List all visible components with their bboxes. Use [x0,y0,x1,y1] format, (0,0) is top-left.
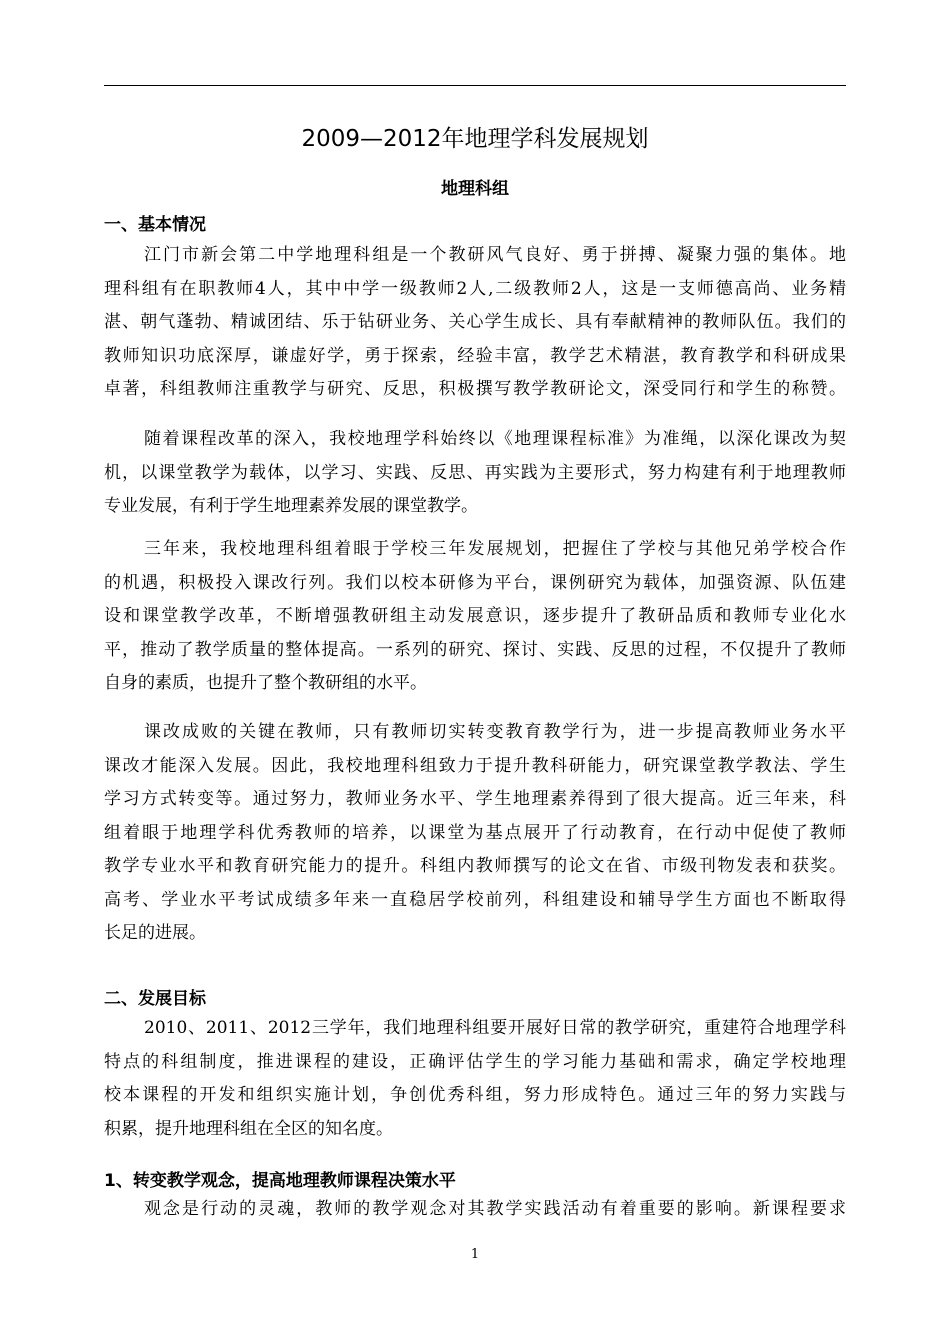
paragraph-line: 课改成败的关键在教师，只有教师切实转变教育教学行为，进一步提高教师业务水平 [144,722,846,742]
paragraph-line: 理科组有在职教师4人，其中中学一级教师2人,二级教师2人，这是一支师德高尚、业务精 [104,278,846,299]
paragraph-line: 卓著，科组教师注重教学与研究、反思，积极撰写教学教研论文，深受同行和学生的称赞。 [104,379,846,399]
paragraph-line: 教师知识功底深厚，谦虚好学，勇于探索，经验丰富，教学艺术精湛，教育教学和科研成果 [104,345,846,366]
paragraph-goals [104,1012,846,1146]
paragraph-line: 专业发展，有利于学生地理素养发展的课堂教学。 [104,496,478,516]
paragraph-line: 课改才能深入发展。因此，我校地理科组致力于提升教科研能力，研究课堂教学教法、学生 [104,755,846,776]
document-subtitle: 地理科组 [441,179,509,199]
section-heading-goals: 二、发展目标 [104,989,206,1009]
section-heading-basic-info: 一、基本情况 [104,215,206,235]
paragraph-line: 高考、学业水平考试成绩多年来一直稳居学校前列，科组建设和辅导学生方面也不断取得 [104,889,846,910]
paragraph-line: 教学专业水平和教育研究能力的提升。科组内教师撰写的论文在省、市级刊物发表和获奖。 [104,856,846,876]
paragraph-line: 江门市新会第二中学地理科组是一个教研风气良好、勇于拼搏、凝聚力强的集体。地 [144,245,846,265]
paragraph-line: 三年来，我校地理科组着眼于学校三年发展规划，把握住了学校与其他兄弟学校合作 [144,539,846,559]
header-rule [104,85,846,86]
paragraph-line: 随着课程改革的深入，我校地理学科始终以《地理课程标准》为准绳，以深化课改为契 [144,429,846,449]
paragraph-line: 长足的进展。 [104,923,206,943]
paragraph-line: 积累，提升地理科组在全区的知名度。 [104,1118,393,1139]
paragraph-line: 2010、2011、2012三学年，我们地理科组要开展好日常的教学研究，重建符合地理学科 [144,1018,846,1038]
subsection-heading-teaching-concepts: 1、转变教学观念，提高地理教师课程决策水平 [104,1171,456,1191]
paragraph-line: 湛、朝气蓬勃、精诚团结、乐于钻研业务、关心学生成长、具有奉献精神的教师队伍。我们的 [104,312,846,332]
paragraph-line: 自身的素质，也提升了整个教研组的水平。 [104,673,427,693]
paragraph-line: 校本课程的开发和组织实施计划，争创优秀科组，努力形成特色。通过三年的努力实践与 [104,1085,846,1105]
paragraph-concepts [104,1193,846,1227]
paragraph-line: 组着眼于地理学科优秀教师的培养，以课堂为基点展开了行动教育，在行动中促使了教师 [104,822,846,843]
paragraph-line: 观念是行动的灵魂，教师的教学观念对其教学实践活动有着重要的影响。新课程要求 [144,1199,846,1219]
paragraph-line: 特点的科组制度，推进课程的建设，正确评估学生的学习能力基础和需求，确定学校地理 [104,1051,846,1072]
paragraph-line: 平，推动了教学质量的整体提高。一系列的研究、探讨、实践、反思的过程，不仅提升了教师 [104,639,846,660]
paragraph-line: 机，以课堂教学为载体，以学习、实践、反思、再实践为主要形式，努力构建有利于地理教师 [104,462,846,483]
paragraph-line: 的机遇，积极投入课改行列。我们以校本研修为平台，课例研究为载体，加强资源、队伍建 [104,572,846,593]
paragraph-three-years [104,533,846,701]
paragraph-line: 学习方式转变等。通过努力，教师业务水平、学生地理素养得到了很大提高。近三年来，科 [104,789,846,809]
page-number: 1 [470,1247,480,1262]
paragraph-teachers-key [104,716,846,951]
paragraph-curriculum-reform [104,423,846,524]
paragraph-line: 设和课堂教学改革，不断增强教研组主动发展意识，逐步提升了教研品质和教师专业化水 [104,606,846,626]
document-title: 2009—2012年地理学科发展规划 [301,126,649,152]
paragraph-intro [104,239,846,407]
